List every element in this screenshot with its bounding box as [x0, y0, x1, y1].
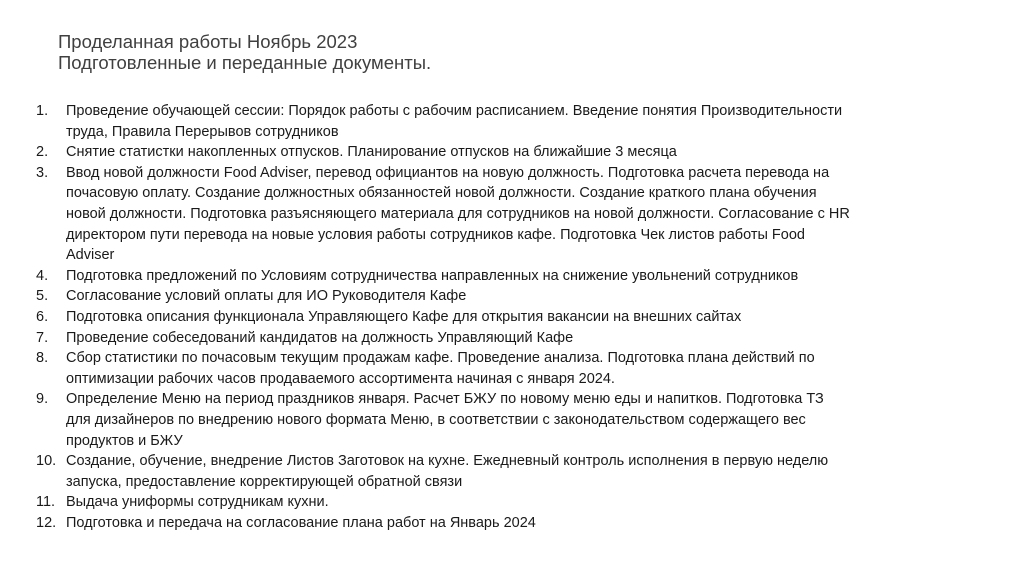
list-item: [36, 492, 936, 513]
list-item-number: 6.: [36, 308, 49, 325]
list-item-text: Снятие статистки накопленных отпусков. Планирование отпусков на ближайшие 3 месяца: [66, 144, 677, 161]
list-item-text: Выдача униформы сотрудникам кухни.: [66, 494, 329, 511]
list-item: [36, 513, 936, 534]
title-line-1: Проделанная работы Ноябрь 2023: [58, 31, 358, 52]
list-item-number: 3.: [36, 164, 49, 181]
list-item: [36, 163, 936, 266]
list-item-number: 12.: [36, 514, 57, 531]
documents-list: [36, 101, 936, 533]
list-item-number: 8.: [36, 350, 49, 367]
list-item: [36, 451, 936, 492]
list-item-number: 11.: [36, 494, 56, 511]
slide-title: [58, 31, 958, 73]
list-item-number: 7.: [36, 329, 49, 346]
list-item: [36, 286, 936, 307]
list-item: [36, 348, 936, 389]
list-item-text: Определение Меню на период праздников января. Расчет БЖУ по новому меню еды и напитков. Подготовка ТЗ для дизайнеров по внедрению нового формата Меню, в соответствии с законодательством содержащего вес продуктов и БЖУ: [66, 391, 824, 449]
title-line-2: Подготовленные и переданные документы.: [58, 52, 432, 73]
list-item: [36, 328, 936, 349]
list-item-number: 2.: [36, 144, 49, 161]
list-item-text: Создание, обучение, внедрение Листов Заготовок на кухне. Ежедневный контроль исполнения в первую неделю запуска, предоставление корректирующей обратной связи: [66, 453, 829, 490]
list-item-text: Подготовка и передача на согласование плана работ на Январь 2024: [66, 514, 536, 531]
list-item-text: Подготовка описания функционала Управляющего Кафе для открытия вакансии на внешних сайтах: [66, 308, 742, 325]
list-item-number: 10.: [36, 453, 57, 470]
list-item-text: Проведение собеседований кандидатов на должность Управляющий Кафе: [66, 329, 574, 346]
list-item: [36, 307, 936, 328]
list-item-number: 4.: [36, 267, 49, 284]
list-item-number: 9.: [36, 391, 49, 408]
list-item: [36, 266, 936, 287]
list-item-text: Сбор статистики по почасовым текущим продажам кафе. Проведение анализа. Подготовка плана действий по оптимизации рабочих часов продаваемого ассортимента начиная с января 2024.: [66, 350, 815, 387]
list-item-text: Согласование условий оплаты для ИО Руководителя Кафе: [66, 288, 467, 305]
list-item: [36, 389, 936, 451]
list-item: [36, 101, 936, 142]
list-item: [36, 142, 936, 163]
list-item-number: 1.: [36, 103, 49, 119]
list-item-text: Проведение обучающей сессии: Порядок работы с рабочим расписанием. Введение понятия Производительности труда, Правила Перерывов сотрудников: [66, 103, 843, 140]
list-item-text: Подготовка предложений по Условиям сотрудничества направленных на снижение увольнений сотрудников: [66, 267, 799, 284]
list-item-text: Ввод новой должности Food Adviser, перевод официантов на новую должность. Подготовка расчета перевода на почасовую оплату. Создание должностных обязанностей новой должности. Создание краткого плана обучения новой должности. Подготовка разъясняющего материала для сотрудников на новой должности. Согласование с HR директором пути перевода на новые условия работы сотрудников кафе. Подготовка Чек листов работы Food Adviser: [66, 164, 850, 264]
list-item-number: 5.: [36, 288, 49, 305]
